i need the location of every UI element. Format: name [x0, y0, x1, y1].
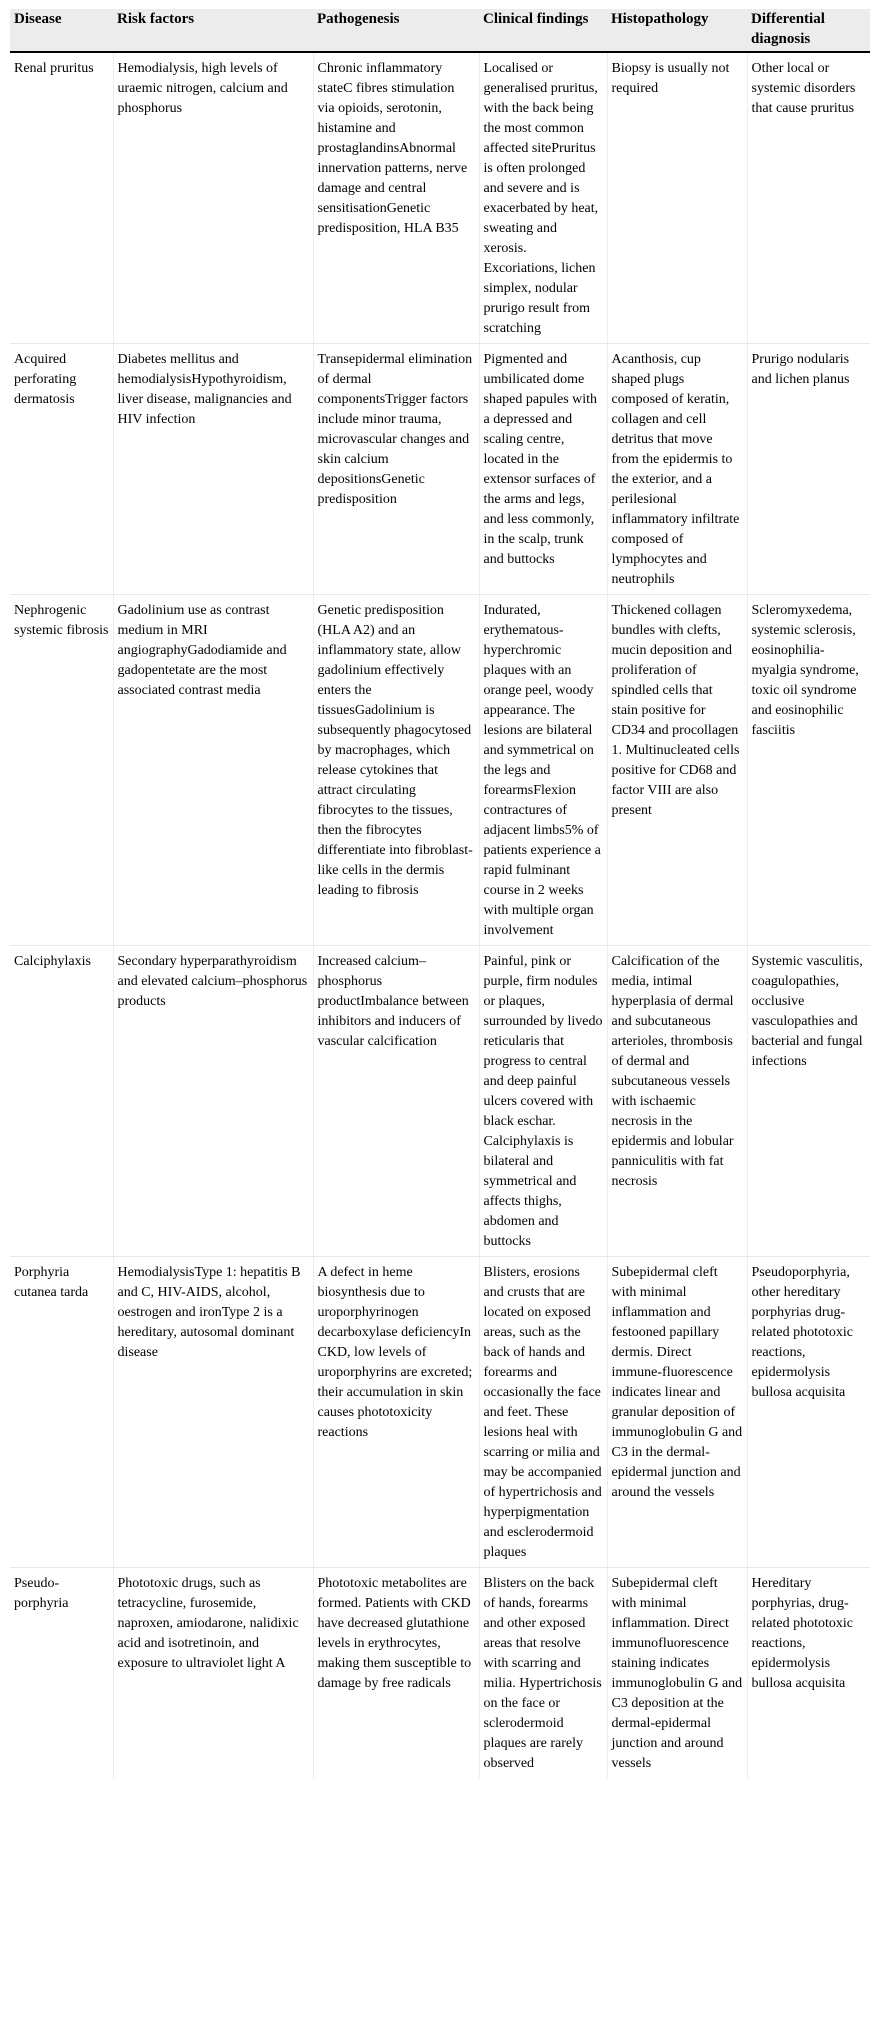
cell-risk-factors: Hemodialysis, high levels of uraemic nitrogen, calcium and phosphorus: [113, 52, 313, 344]
cell-disease: Nephrogenic systemic fibrosis: [10, 595, 113, 946]
table-header: [10, 9, 870, 52]
table-row: [10, 1568, 870, 1779]
cell-differential-diagnosis: Pseudoporphyria, other hereditary porphyrias drug-related phototoxic reactions, epidermolysis bullosa acquisita: [747, 1257, 870, 1568]
disease-comparison-table: [10, 9, 870, 1778]
cell-clinical-findings: Localised or generalised pruritus, with the back being the most common affected sitePruritus is often prolonged and severe and is exacerbated by heat, sweating and xerosis. Excoriations, lichen simplex, nodular prurigo result from scratching: [479, 52, 607, 344]
cell-pathogenesis: Genetic predisposition (HLA A2) and an inflammatory state, allow gadolinium effectively enters the tissuesGadolinium is subsequently phagocytosed by macrophages, which release cytokines that attract circulating fibrocytes to the tissues, then the fibrocytes differentiate into fibroblast-like cells in the dermis leading to fibrosis: [313, 595, 479, 946]
table-body: [10, 52, 870, 1778]
cell-histopathology: Biopsy is usually not required: [607, 52, 747, 344]
header-disease: Disease: [10, 9, 113, 52]
cell-clinical-findings: Indurated, erythematous-hyperchromic plaques with an orange peel, woody appearance. The lesions are bilateral and symmetrical on the legs and forearmsFlexion contractures of adjacent limbs5% of patients experience a rapid fulminant course in 2 weeks with multiple organ involvement: [479, 595, 607, 946]
cell-clinical-findings: Pigmented and umbilicated dome shaped papules with a depressed and scaling centre, located in the extensor surfaces of the arms and legs, and less commonly, in the scalp, trunk and buttocks: [479, 344, 607, 595]
cell-pathogenesis: Increased calcium–phosphorus productImbalance between inhibitors and inducers of vascular calcification: [313, 946, 479, 1257]
cell-differential-diagnosis: Other local or systemic disorders that cause pruritus: [747, 52, 870, 344]
cell-clinical-findings: Blisters, erosions and crusts that are located on exposed areas, such as the back of hands and forearms and occasionally the face and feet. These lesions heal with scarring or milia and may be accompanied of hypertrichosis and hyperpigmentation and esclerodermoid plaques: [479, 1257, 607, 1568]
cell-pathogenesis: Transepidermal elimination of dermal componentsTrigger factors include minor trauma, microvascular changes and skin calcium depositionsGenetic predisposition: [313, 344, 479, 595]
cell-histopathology: Subepidermal cleft with minimal inflammation and festooned papillary dermis. Direct immune-fluorescence indicates linear and granular deposition of immunoglobulin G and C3 in the dermal-epidermal junction and around the vessels: [607, 1257, 747, 1568]
cell-histopathology: Subepidermal cleft with minimal inflammation. Direct immunofluorescence staining indicates immunoglobulin G and C3 deposition at the dermal-epidermal junction and around vessels: [607, 1568, 747, 1779]
header-pathogenesis: Pathogenesis: [313, 9, 479, 52]
cell-clinical-findings: Painful, pink or purple, firm nodules or plaques, surrounded by livedo reticularis that progress to central and deep painful ulcers covered with black eschar. Calciphylaxis is bilateral and symmetrical and affects thighs, abdomen and buttocks: [479, 946, 607, 1257]
header-row: [10, 9, 870, 52]
cell-risk-factors: Gadolinium use as contrast medium in MRI angiographyGadodiamide and gadopentetate are the most associated contrast media: [113, 595, 313, 946]
cell-histopathology: Calcification of the media, intimal hyperplasia of dermal and subcutaneous arterioles, thrombosis of dermal and subcutaneous vessels with ischaemic necrosis in the epidermis and lobular panniculitis with fat necrosis: [607, 946, 747, 1257]
cell-disease: Renal pruritus: [10, 52, 113, 344]
cell-histopathology: Acanthosis, cup shaped plugs composed of keratin, collagen and cell detritus that move from the epidermis to the exterior, and a perilesional inflammatory infiltrate composed of lymphocytes and neutrophils: [607, 344, 747, 595]
header-risk-factors: Risk factors: [113, 9, 313, 52]
cell-risk-factors: HemodialysisType 1: hepatitis B and C, HIV-AIDS, alcohol, oestrogen and ironType 2 is a hereditary, autosomal dominant disease: [113, 1257, 313, 1568]
table-row: [10, 344, 870, 595]
cell-differential-diagnosis: Prurigo nodularis and lichen planus: [747, 344, 870, 595]
header-clinical-findings: Clinical findings: [479, 9, 607, 52]
cell-clinical-findings: Blisters on the back of hands, forearms and other exposed areas that resolve with scarring and milia. Hypertrichosis on the face or sclerodermoid plaques are rarely observed: [479, 1568, 607, 1779]
cell-risk-factors: Phototoxic drugs, such as tetracycline, furosemide, naproxen, amiodarone, nalidixic acid and isotretinoin, and exposure to ultraviolet light A: [113, 1568, 313, 1779]
cell-risk-factors: Secondary hyperparathyroidism and elevated calcium–phosphorus products: [113, 946, 313, 1257]
header-histopathology: Histopathology: [607, 9, 747, 52]
cell-pathogenesis: A defect in heme biosynthesis due to uroporphyrinogen decarboxylase deficiencyIn CKD, low levels of uroporphyrins are excreted; their accumulation in skin causes phototoxicity reactions: [313, 1257, 479, 1568]
cell-histopathology: Thickened collagen bundles with clefts, mucin deposition and proliferation of spindled cells that stain positive for CD34 and procollagen 1. Multinucleated cells positive for CD68 and factor VIII are also present: [607, 595, 747, 946]
cell-disease: Calciphylaxis: [10, 946, 113, 1257]
cell-differential-diagnosis: Hereditary porphyrias, drug-related phototoxic reactions, epidermolysis bullosa acquisita: [751, 1576, 853, 1691]
cell-differential-diagnosis: Systemic vasculitis, coagulopathies, occlusive vasculopathies and bacterial and fungal infections: [747, 946, 870, 1257]
cell-pathogenesis: Phototoxic metabolites are formed. Patients with CKD have decreased glutathione levels in erythrocytes, making them susceptible to damage by free radicals: [313, 1568, 479, 1779]
cell-risk-factors: Diabetes mellitus and hemodialysisHypothyroidism, liver disease, malignancies and HIV infection: [113, 344, 313, 595]
cell-disease: Acquired perforating dermatosis: [10, 344, 113, 595]
table-row: [10, 946, 870, 1257]
cell-disease: Pseudo-porphyria: [10, 1568, 113, 1779]
cell-disease: Porphyria cutanea tarda: [10, 1257, 113, 1568]
header-differential-diagnosis: Differential diagnosis: [747, 9, 870, 52]
table-row: [10, 52, 870, 344]
table-row: [10, 1257, 870, 1568]
table-row: [10, 595, 870, 946]
cell-pathogenesis: Chronic inflammatory stateC fibres stimulation via opioids, serotonin, histamine and prostaglandinsAbnormal innervation patterns, nerve damage and central sensitisationGenetic predisposition, HLA B35: [313, 52, 479, 344]
cell-differential-diagnosis: Scleromyxedema, systemic sclerosis, eosinophilia-myalgia syndrome, toxic oil syndrome and eosinophilic fasciitis: [747, 595, 870, 946]
